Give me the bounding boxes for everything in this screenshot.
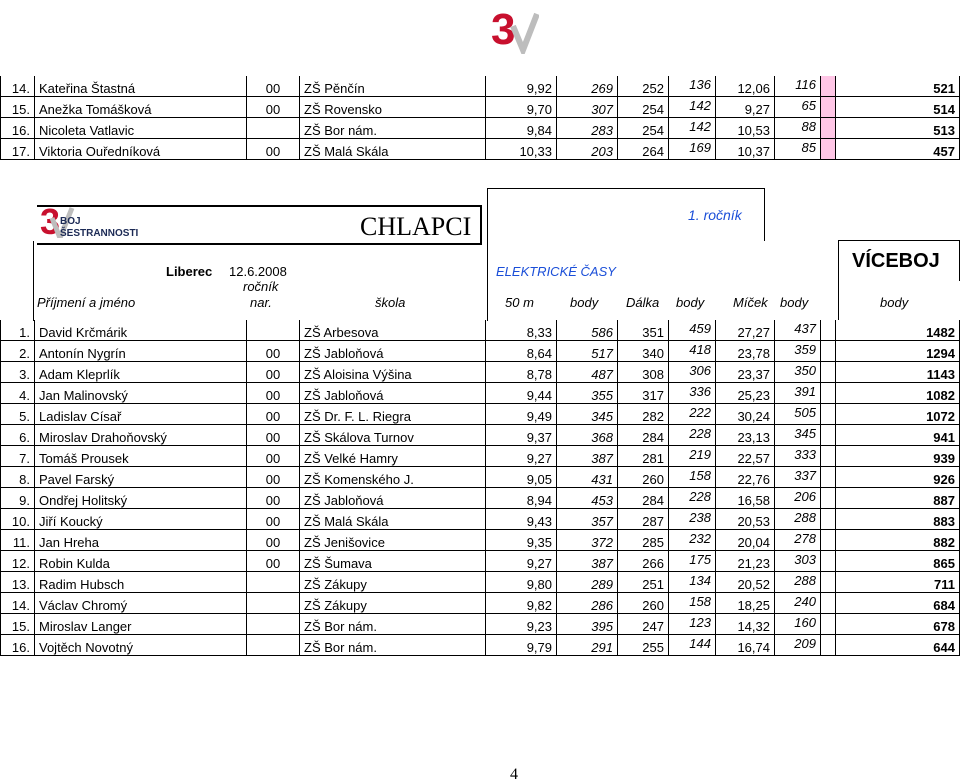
time-50m-cell: 9,05 xyxy=(486,467,557,488)
year-cell: 00 xyxy=(247,467,300,488)
ball-throw-cell: 12,06 xyxy=(716,76,775,97)
total-points-cell: 1082 xyxy=(836,383,960,404)
header-dalka: Dálka xyxy=(626,295,660,310)
time-50m-cell: 9,44 xyxy=(486,383,557,404)
long-jump-cell: 284 xyxy=(618,425,669,446)
points-long-jump-cell: 169 xyxy=(669,135,716,156)
spacer-cell xyxy=(821,530,836,551)
spacer-cell xyxy=(821,404,836,425)
ball-throw-cell: 16,74 xyxy=(716,635,775,656)
school-cell: ZŠ Šumava xyxy=(300,551,486,572)
year-cell: 00 xyxy=(247,425,300,446)
points-long-jump-cell: 459 xyxy=(669,316,716,337)
long-jump-cell: 251 xyxy=(618,572,669,593)
ball-throw-cell: 10,37 xyxy=(716,139,775,160)
ball-throw-cell: 27,27 xyxy=(716,320,775,341)
name-cell: Kateřina Štastná xyxy=(35,76,247,97)
time-50m-cell: 10,33 xyxy=(486,139,557,160)
points-50m-cell: 487 xyxy=(557,362,618,383)
rank-cell: 1. xyxy=(1,320,35,341)
points-long-jump-cell: 228 xyxy=(669,421,716,442)
points-ball-cell: 278 xyxy=(775,526,821,547)
header-body-3: body xyxy=(780,295,809,310)
total-points-cell: 1143 xyxy=(836,362,960,383)
total-points-cell: 457 xyxy=(836,139,960,160)
total-points-cell: 1294 xyxy=(836,341,960,362)
points-50m-cell: 372 xyxy=(557,530,618,551)
time-50m-cell: 9,80 xyxy=(486,572,557,593)
table-row xyxy=(1,139,960,160)
spacer-cell xyxy=(821,551,836,572)
rank-cell: 11. xyxy=(1,530,35,551)
ball-throw-cell: 23,37 xyxy=(716,362,775,383)
name-cell: Nicoleta Vatlavic xyxy=(35,118,247,139)
time-50m-cell: 9,79 xyxy=(486,635,557,656)
spacer-cell xyxy=(821,488,836,509)
header-year-top: ročník xyxy=(243,279,279,294)
points-50m-cell: 355 xyxy=(557,383,618,404)
name-cell: Jan Hreha xyxy=(35,530,247,551)
points-50m-cell: 307 xyxy=(557,97,618,118)
grade-label: 1. ročník xyxy=(688,207,742,223)
header-body-total: body xyxy=(880,295,909,310)
year-cell: 00 xyxy=(247,139,300,160)
rank-cell: 5. xyxy=(1,404,35,425)
long-jump-cell: 266 xyxy=(618,551,669,572)
year-cell: 00 xyxy=(247,551,300,572)
points-long-jump-cell: 232 xyxy=(669,526,716,547)
name-cell: Ladislav Císař xyxy=(35,404,247,425)
points-50m-cell: 345 xyxy=(557,404,618,425)
long-jump-cell: 340 xyxy=(618,341,669,362)
name-cell: Miroslav Drahoňovský xyxy=(35,425,247,446)
brand-logo-letter: 3 xyxy=(491,5,516,54)
school-cell: ZŠ Zákupy xyxy=(300,572,486,593)
ball-throw-cell: 20,52 xyxy=(716,572,775,593)
points-ball-cell: 116 xyxy=(775,72,821,93)
total-points-cell: 887 xyxy=(836,488,960,509)
year-cell: 00 xyxy=(247,446,300,467)
date-label: 12.6.2008 xyxy=(229,264,287,279)
total-points-cell: 1072 xyxy=(836,404,960,425)
rank-cell: 13. xyxy=(1,572,35,593)
table-row xyxy=(1,635,960,656)
points-long-jump-cell: 219 xyxy=(669,442,716,463)
school-cell: ZŠ Malá Skála xyxy=(300,509,486,530)
school-cell: ZŠ Malá Skála xyxy=(300,139,486,160)
spacer-cell xyxy=(821,341,836,362)
year-cell: 00 xyxy=(247,341,300,362)
points-50m-cell: 357 xyxy=(557,509,618,530)
rank-cell: 16. xyxy=(1,118,35,139)
points-ball-cell: 160 xyxy=(775,610,821,631)
time-50m-cell: 9,49 xyxy=(486,404,557,425)
points-50m-cell: 387 xyxy=(557,446,618,467)
section-title: CHLAPCI xyxy=(360,212,472,241)
points-50m-cell: 395 xyxy=(557,614,618,635)
school-cell: ZŠ Komenského J. xyxy=(300,467,486,488)
total-points-cell: 941 xyxy=(836,425,960,446)
rank-cell: 2. xyxy=(1,341,35,362)
points-long-jump-cell: 175 xyxy=(669,547,716,568)
header-micek: Míček xyxy=(733,295,768,310)
top-results-table xyxy=(0,76,960,160)
ball-throw-cell: 10,53 xyxy=(716,118,775,139)
points-ball-cell: 333 xyxy=(775,442,821,463)
rank-cell: 10. xyxy=(1,509,35,530)
points-ball-cell: 505 xyxy=(775,400,821,421)
divider xyxy=(838,280,839,320)
total-points-cell: 883 xyxy=(836,509,960,530)
points-long-jump-cell: 142 xyxy=(669,114,716,135)
rank-cell: 3. xyxy=(1,362,35,383)
rank-cell: 4. xyxy=(1,383,35,404)
event-label: VÍCEBOJ xyxy=(852,250,940,272)
place-label: Liberec xyxy=(166,264,213,279)
time-50m-cell: 9,27 xyxy=(486,446,557,467)
svg-text:3: 3 xyxy=(40,201,61,238)
logo-text-boj: BOJ xyxy=(60,216,81,227)
points-long-jump-cell: 158 xyxy=(669,463,716,484)
rank-cell: 14. xyxy=(1,76,35,97)
points-50m-cell: 586 xyxy=(557,320,618,341)
total-points-cell: 513 xyxy=(836,118,960,139)
name-cell: Ondřej Holitský xyxy=(35,488,247,509)
year-cell: 00 xyxy=(247,488,300,509)
long-jump-cell: 254 xyxy=(618,97,669,118)
points-long-jump-cell: 144 xyxy=(669,631,716,652)
brand-logo-icon xyxy=(489,4,539,54)
total-points-cell: 882 xyxy=(836,530,960,551)
total-points-cell: 865 xyxy=(836,551,960,572)
points-long-jump-cell: 136 xyxy=(669,72,716,93)
name-cell: Jiří Koucký xyxy=(35,509,247,530)
school-cell: ZŠ Jabloňová xyxy=(300,488,486,509)
long-jump-cell: 287 xyxy=(618,509,669,530)
total-points-cell: 521 xyxy=(836,76,960,97)
school-cell: ZŠ Bor nám. xyxy=(300,635,486,656)
results-table xyxy=(0,320,960,656)
total-points-cell: 711 xyxy=(836,572,960,593)
points-ball-cell: 391 xyxy=(775,379,821,400)
ball-throw-cell: 22,76 xyxy=(716,467,775,488)
total-points-cell: 926 xyxy=(836,467,960,488)
ball-throw-cell: 25,23 xyxy=(716,383,775,404)
spacer-cell xyxy=(821,614,836,635)
total-points-cell: 678 xyxy=(836,614,960,635)
ball-throw-cell: 18,25 xyxy=(716,593,775,614)
school-cell: ZŠ Bor nám. xyxy=(300,118,486,139)
time-50m-cell: 8,78 xyxy=(486,362,557,383)
points-ball-cell: 288 xyxy=(775,505,821,526)
points-50m-cell: 453 xyxy=(557,488,618,509)
school-cell: ZŠ Bor nám. xyxy=(300,614,486,635)
school-cell: ZŠ Rovensko xyxy=(300,97,486,118)
long-jump-cell: 260 xyxy=(618,593,669,614)
ball-throw-cell: 14,32 xyxy=(716,614,775,635)
ball-throw-cell: 9,27 xyxy=(716,97,775,118)
points-ball-cell: 359 xyxy=(775,337,821,358)
spacer-cell xyxy=(821,362,836,383)
year-cell: 00 xyxy=(247,97,300,118)
points-ball-cell: 288 xyxy=(775,568,821,589)
year-cell: 00 xyxy=(247,76,300,97)
total-points-cell: 684 xyxy=(836,593,960,614)
time-50m-cell: 9,70 xyxy=(486,97,557,118)
points-50m-cell: 203 xyxy=(557,139,618,160)
year-cell xyxy=(247,320,300,341)
year-cell xyxy=(247,593,300,614)
points-ball-cell: 88 xyxy=(775,114,821,135)
spacer-cell xyxy=(821,425,836,446)
long-jump-cell: 255 xyxy=(618,635,669,656)
header-name: Příjmení a jméno xyxy=(37,295,136,310)
spacer-cell xyxy=(821,593,836,614)
header-50m: 50 m xyxy=(505,295,534,310)
name-cell: Antonín Nygrín xyxy=(35,341,247,362)
rank-cell: 12. xyxy=(1,551,35,572)
rank-cell: 17. xyxy=(1,139,35,160)
name-cell: Radim Hubsch xyxy=(35,572,247,593)
ball-throw-cell: 16,58 xyxy=(716,488,775,509)
points-ball-cell: 209 xyxy=(775,631,821,652)
long-jump-cell: 260 xyxy=(618,467,669,488)
header-school: škola xyxy=(375,295,406,310)
points-long-jump-cell: 238 xyxy=(669,505,716,526)
long-jump-cell: 254 xyxy=(618,118,669,139)
ball-throw-cell: 21,23 xyxy=(716,551,775,572)
year-cell: 00 xyxy=(247,509,300,530)
page-number: 4 xyxy=(510,766,518,783)
points-ball-cell: 350 xyxy=(775,358,821,379)
points-long-jump-cell: 306 xyxy=(669,358,716,379)
points-50m-cell: 289 xyxy=(557,572,618,593)
name-cell: David Krčmárik xyxy=(35,320,247,341)
header-body-1: body xyxy=(570,295,599,310)
rank-cell: 15. xyxy=(1,614,35,635)
time-50m-cell: 8,94 xyxy=(486,488,557,509)
name-cell: Tomáš Prousek xyxy=(35,446,247,467)
points-long-jump-cell: 336 xyxy=(669,379,716,400)
name-cell: Pavel Farský xyxy=(35,467,247,488)
spacer-cell xyxy=(821,76,836,97)
points-long-jump-cell: 134 xyxy=(669,568,716,589)
header-body-2: body xyxy=(676,295,705,310)
school-cell: ZŠ Aloisina Výšina xyxy=(300,362,486,383)
ball-throw-cell: 22,57 xyxy=(716,446,775,467)
time-50m-cell: 8,33 xyxy=(486,320,557,341)
spacer-cell xyxy=(821,97,836,118)
name-cell: Adam Kleprlík xyxy=(35,362,247,383)
long-jump-cell: 281 xyxy=(618,446,669,467)
points-ball-cell: 85 xyxy=(775,135,821,156)
ball-throw-cell: 23,13 xyxy=(716,425,775,446)
rank-cell: 15. xyxy=(1,97,35,118)
school-cell: ZŠ Dr. F. L. Riegra xyxy=(300,404,486,425)
time-50m-cell: 9,35 xyxy=(486,530,557,551)
rank-cell: 14. xyxy=(1,593,35,614)
ball-throw-cell: 20,53 xyxy=(716,509,775,530)
year-cell: 00 xyxy=(247,383,300,404)
time-50m-cell: 9,43 xyxy=(486,509,557,530)
points-50m-cell: 431 xyxy=(557,467,618,488)
rank-cell: 16. xyxy=(1,635,35,656)
school-cell: ZŠ Velké Hamry xyxy=(300,446,486,467)
points-long-jump-cell: 228 xyxy=(669,484,716,505)
spacer-cell xyxy=(821,446,836,467)
year-cell: 00 xyxy=(247,362,300,383)
time-50m-cell: 8,64 xyxy=(486,341,557,362)
name-cell: Viktoria Ouředníková xyxy=(35,139,247,160)
year-cell xyxy=(247,572,300,593)
long-jump-cell: 252 xyxy=(618,76,669,97)
spacer-cell xyxy=(821,635,836,656)
long-jump-cell: 317 xyxy=(618,383,669,404)
spacer-cell xyxy=(821,383,836,404)
points-ball-cell: 206 xyxy=(775,484,821,505)
rank-cell: 7. xyxy=(1,446,35,467)
name-cell: Vojtěch Novotný xyxy=(35,635,247,656)
year-cell xyxy=(247,635,300,656)
name-cell: Robin Kulda xyxy=(35,551,247,572)
school-cell: ZŠ Jabloňová xyxy=(300,383,486,404)
points-ball-cell: 65 xyxy=(775,93,821,114)
spacer-cell xyxy=(821,467,836,488)
long-jump-cell: 284 xyxy=(618,488,669,509)
points-long-jump-cell: 418 xyxy=(669,337,716,358)
long-jump-cell: 308 xyxy=(618,362,669,383)
time-50m-cell: 9,37 xyxy=(486,425,557,446)
points-50m-cell: 286 xyxy=(557,593,618,614)
points-50m-cell: 387 xyxy=(557,551,618,572)
points-long-jump-cell: 158 xyxy=(669,589,716,610)
time-50m-cell: 9,23 xyxy=(486,614,557,635)
name-cell: Miroslav Langer xyxy=(35,614,247,635)
time-50m-cell: 9,92 xyxy=(486,76,557,97)
ball-throw-cell: 30,24 xyxy=(716,404,775,425)
long-jump-cell: 247 xyxy=(618,614,669,635)
total-points-cell: 514 xyxy=(836,97,960,118)
time-50m-cell: 9,27 xyxy=(486,551,557,572)
points-ball-cell: 240 xyxy=(775,589,821,610)
time-50m-cell: 9,82 xyxy=(486,593,557,614)
timing-label: ELEKTRICKÉ ČASY xyxy=(496,264,616,279)
school-cell: ZŠ Arbesova xyxy=(300,320,486,341)
points-long-jump-cell: 123 xyxy=(669,610,716,631)
divider xyxy=(487,241,488,321)
spacer-cell xyxy=(821,118,836,139)
spacer-cell xyxy=(821,320,836,341)
school-cell: ZŠ Jenišovice xyxy=(300,530,486,551)
rank-cell: 6. xyxy=(1,425,35,446)
long-jump-cell: 282 xyxy=(618,404,669,425)
school-cell: ZŠ Zákupy xyxy=(300,593,486,614)
total-points-cell: 1482 xyxy=(836,320,960,341)
points-ball-cell: 337 xyxy=(775,463,821,484)
long-jump-cell: 264 xyxy=(618,139,669,160)
name-cell: Anežka Tomášková xyxy=(35,97,247,118)
header-year-bottom: nar. xyxy=(250,295,272,310)
year-cell xyxy=(247,118,300,139)
total-points-cell: 644 xyxy=(836,635,960,656)
year-cell: 00 xyxy=(247,530,300,551)
long-jump-cell: 351 xyxy=(618,320,669,341)
points-50m-cell: 368 xyxy=(557,425,618,446)
points-50m-cell: 269 xyxy=(557,76,618,97)
ball-throw-cell: 23,78 xyxy=(716,341,775,362)
school-cell: ZŠ Skálova Turnov xyxy=(300,425,486,446)
school-cell: ZŠ Jabloňová xyxy=(300,341,486,362)
school-cell: ZŠ Pěnčín xyxy=(300,76,486,97)
time-50m-cell: 9,84 xyxy=(486,118,557,139)
points-long-jump-cell: 142 xyxy=(669,93,716,114)
total-points-cell: 939 xyxy=(836,446,960,467)
rank-cell: 8. xyxy=(1,467,35,488)
logo-text-sestrannosti: ŠESTRANNOSTI xyxy=(60,228,139,238)
points-50m-cell: 291 xyxy=(557,635,618,656)
points-ball-cell: 303 xyxy=(775,547,821,568)
points-ball-cell: 345 xyxy=(775,421,821,442)
spacer-cell xyxy=(821,139,836,160)
rank-cell: 9. xyxy=(1,488,35,509)
points-50m-cell: 517 xyxy=(557,341,618,362)
points-ball-cell: 437 xyxy=(775,316,821,337)
year-cell: 00 xyxy=(247,404,300,425)
points-50m-cell: 283 xyxy=(557,118,618,139)
long-jump-cell: 285 xyxy=(618,530,669,551)
points-long-jump-cell: 222 xyxy=(669,400,716,421)
divider xyxy=(33,241,34,321)
spacer-cell xyxy=(821,572,836,593)
spacer-cell xyxy=(821,509,836,530)
year-cell xyxy=(247,614,300,635)
ball-throw-cell: 20,04 xyxy=(716,530,775,551)
name-cell: Jan Malinovský xyxy=(35,383,247,404)
name-cell: Václav Chromý xyxy=(35,593,247,614)
